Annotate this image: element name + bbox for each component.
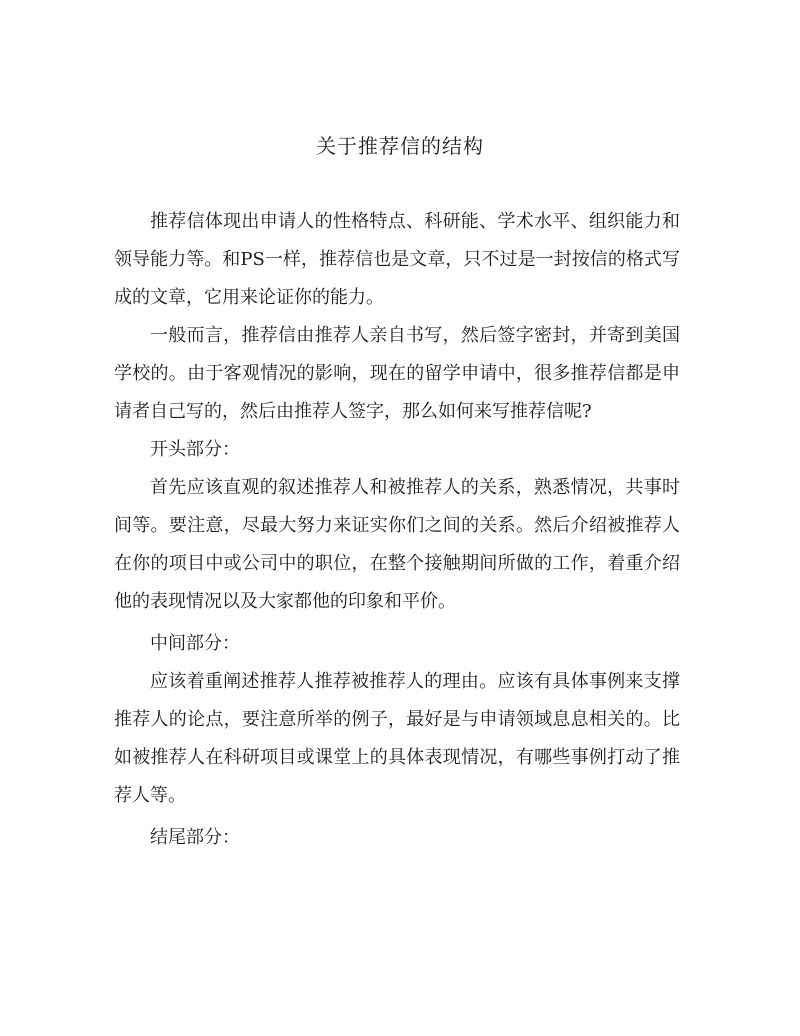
section-heading-opening: 开头部分：: [150, 439, 240, 460]
intro-paragraph-1: 推荐信体现出申请人的性格特点、科研能、学术水平、组织能力和领导能力等。和PS一样，推荐信也是文章，只不过是一封按信的格式写成的文章，它用来论证你的能力。: [114, 211, 680, 308]
section-text-middle: 应该着重阐述推荐人推荐被推荐人的理由。应该有具体事例来支撑推荐人的论点，要注意所举的例子，最好是与申请领域息息相关的。比如被推荐人在科研项目或课堂上的具体表现情况，有哪些事例打动了推荐人等。: [114, 671, 680, 806]
section-text-opening: 首先应该直观的叙述推荐人和被推荐人的关系，熟悉情况，共事时间等。要注意，尽最大努力来证实你们之间的关系。然后介绍被推荐人在你的项目中或公司中的职位，在整个接触期间所做的工作，着重介绍他的表现情况以及大家都他的印象和平价。: [114, 477, 680, 612]
section-heading-middle: 中间部分：: [150, 633, 240, 654]
document-title: 关于推荐信的结构: [316, 134, 484, 158]
intro-paragraph-2: 一般而言，推荐信由推荐人亲自书写，然后签字密封，并寄到美国学校的。由于客观情况的影响，现在的留学申请中，很多推荐信都是申请者自己写的，然后由推荐人签字，那么如何来写推荐信呢?: [114, 325, 680, 422]
section-heading-ending: 结尾部分：: [150, 827, 240, 848]
document-body: [114, 203, 680, 857]
